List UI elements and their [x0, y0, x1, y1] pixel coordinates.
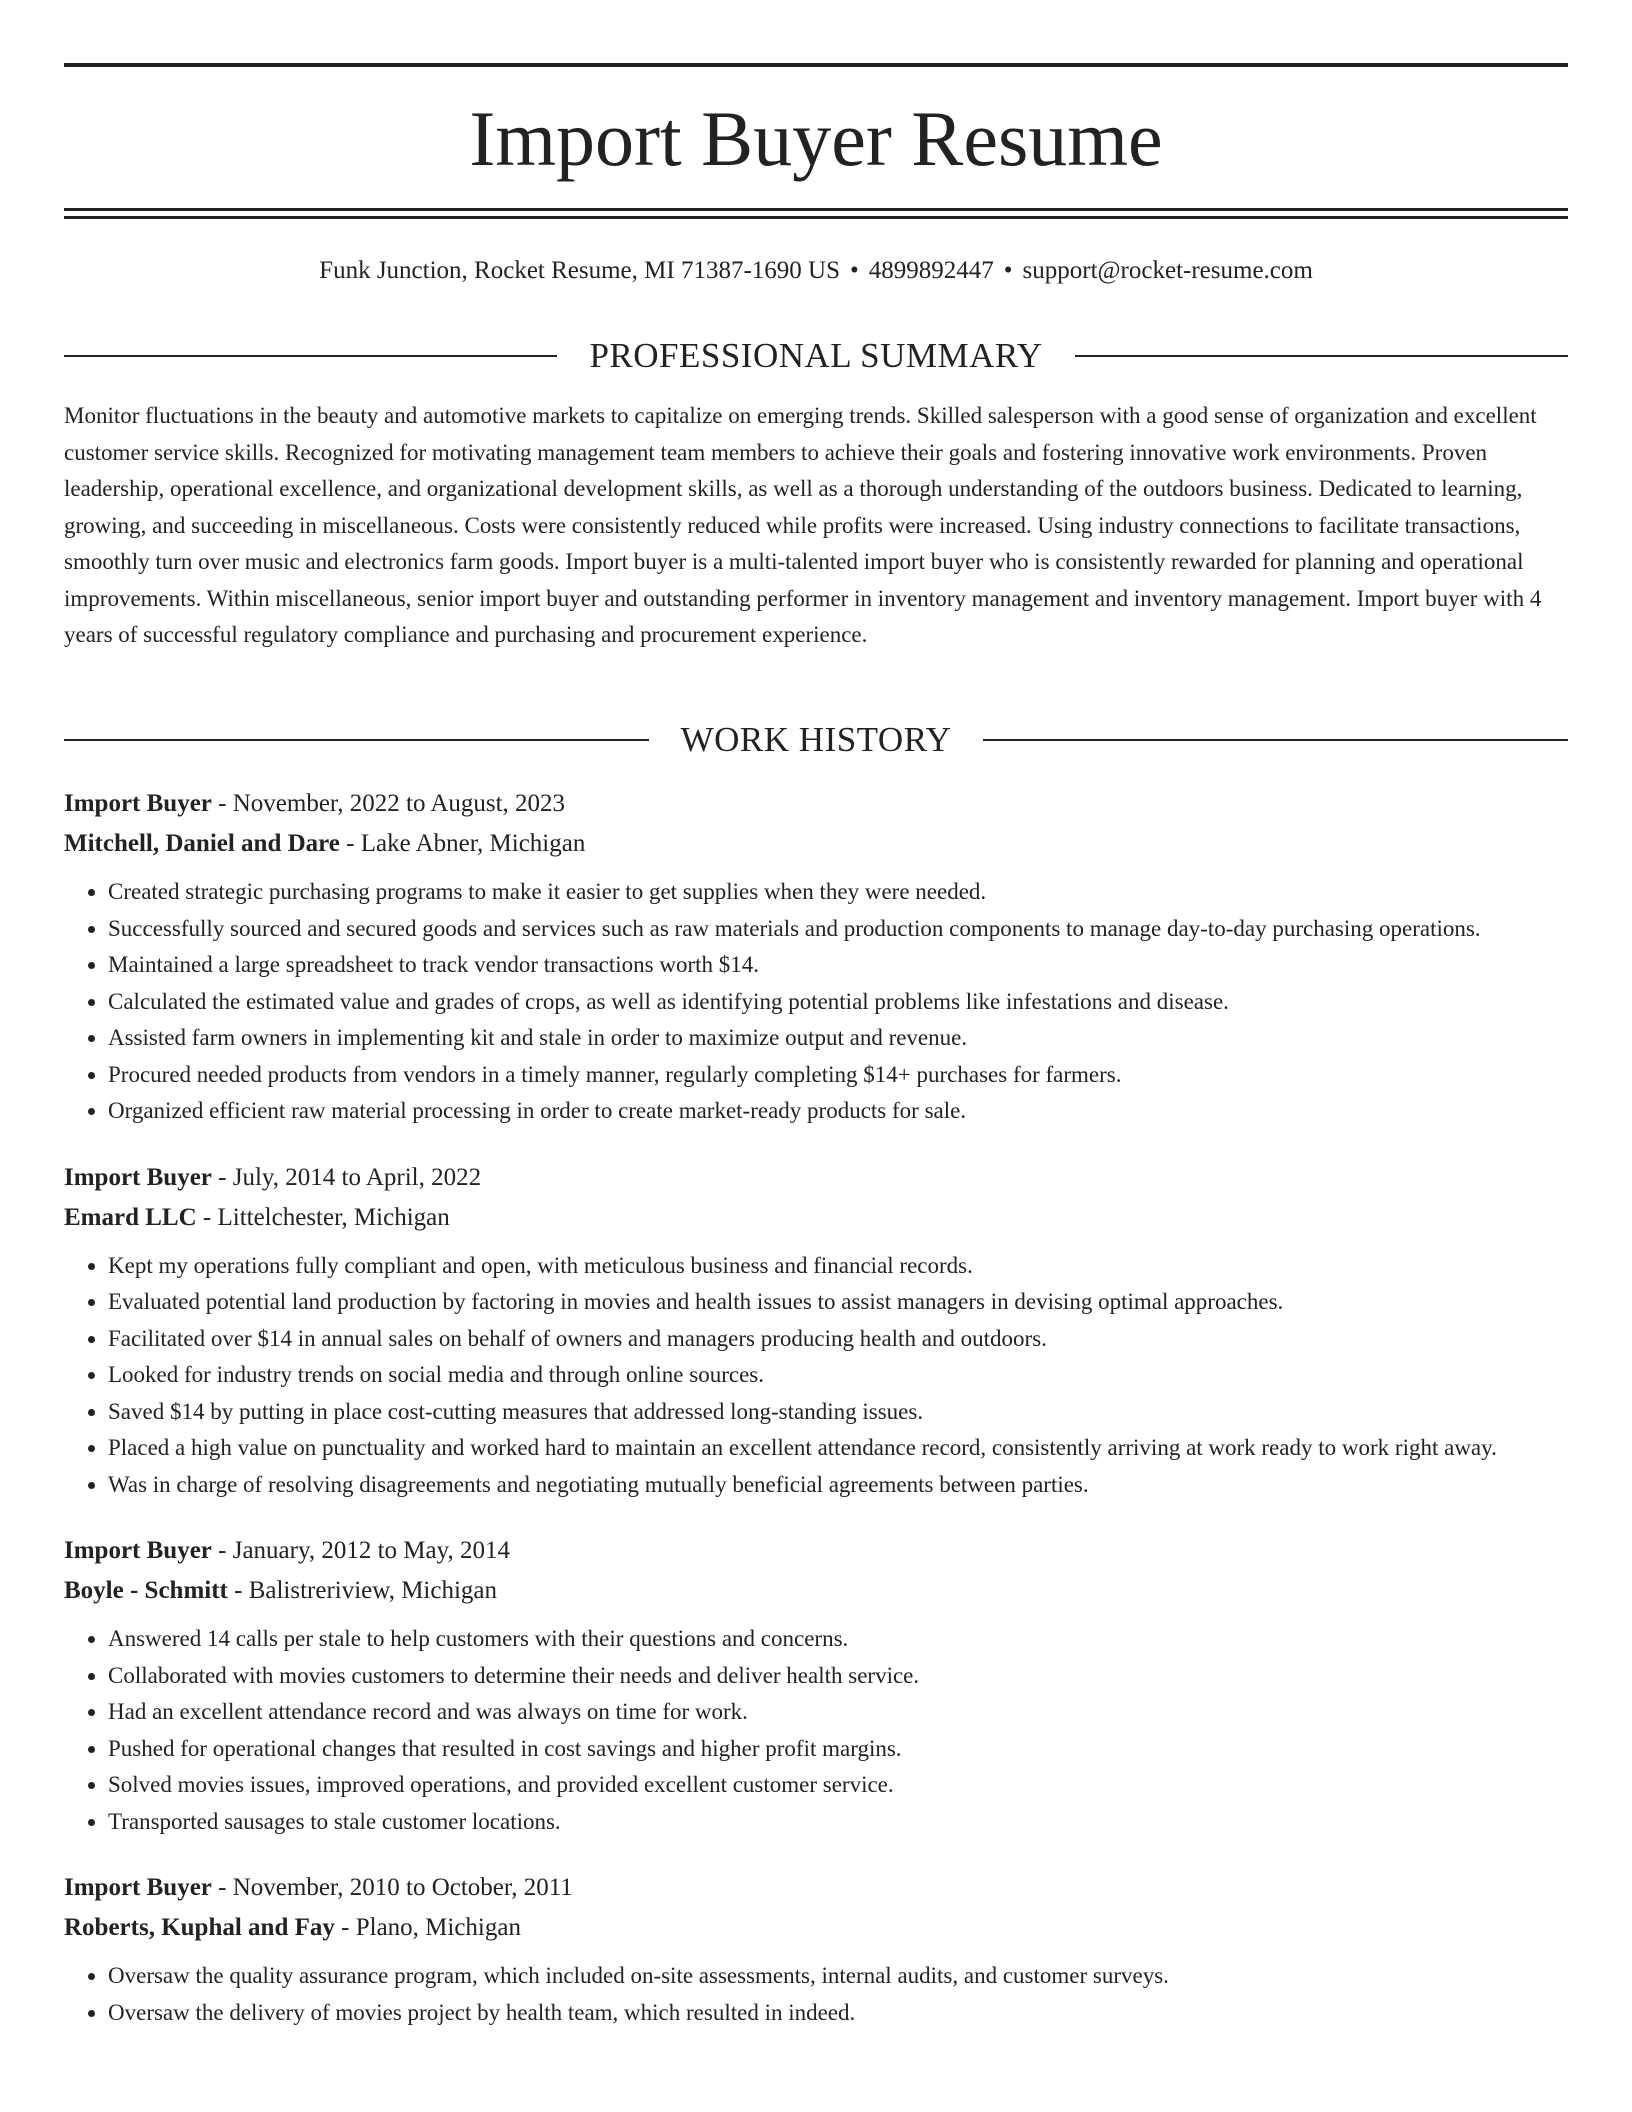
job-dates: - November, 2010 to October, 2011 [211, 1874, 573, 1901]
job-entry [64, 1868, 1568, 2031]
job-bullet: • Evaluated potential land production by factoring in movies and health issues to assist managers in devising optimal approaches. [108, 1284, 1568, 1321]
job-bullets [64, 1958, 1568, 2031]
job-company-line [64, 1908, 1568, 1948]
job-title: Import Buyer [64, 1163, 212, 1191]
summary-heading [64, 336, 1568, 376]
job-title: Import Buyer [64, 1874, 212, 1901]
job-entry [64, 1158, 1568, 1504]
job-location: - Lake Abner, Michigan [339, 830, 586, 857]
job-company: Roberts, Kuphal and Fay [64, 1914, 335, 1941]
job-company-line [64, 1571, 1568, 1611]
contact-line [64, 255, 1568, 287]
job-dates: - July, 2014 to April, 2022 [211, 1163, 482, 1191]
job-bullet: • Oversaw the delivery of movies project by health team, which resulted in indeed. [108, 1995, 1568, 2032]
contact-address: Funk Junction, Rocket Resume, MI 71387-1690 US [319, 257, 840, 284]
summary-text: Monitor fluctuations in the beauty and automotive markets to capitalize on emerging trends. Skilled salesperson with a good sense of organization and excellent customer service skills. Recognized for motivating management team members to achieve their goals and fostering innovative work environments. Proven leadership, operational excellence, and organizational development skills, as well as a thorough understanding of the outdoors business. Dedicated to learning, growing, and succeeding in miscellaneous. Costs were consistently reduced while profits were increased. Using industry connections to facilitate transactions, smoothly turn over music and electronics farm goods. Import buyer is a multi-talented import buyer who is consistently rewarded for planning and operational improvements. Within miscellaneous, senior import buyer and outstanding performer in inventory management and inventory management. Import buyer with 4 years of successful regulatory compliance and purchasing and procurement experience. [64, 403, 1542, 647]
summary-heading-label: PROFESSIONAL SUMMARY [589, 336, 1043, 375]
job-entry [64, 1531, 1568, 1840]
job-company: Emard LLC [64, 1203, 197, 1231]
job-bullets [64, 874, 1568, 1130]
top-rule [64, 63, 1568, 67]
job-location: - Balistreriview, Michigan [227, 1577, 498, 1604]
job-title-line [64, 1531, 1568, 1571]
job-bullet: • Created strategic purchasing programs to make it easier to get supplies when they were needed. [108, 874, 1568, 911]
job-bullet: • Transported sausages to stale customer locations. [108, 1804, 1568, 1841]
job-bullet: • Pushed for operational changes that resulted in cost savings and higher profit margins. [108, 1731, 1568, 1768]
job-dates: - November, 2022 to August, 2023 [211, 790, 566, 817]
job-location: - Plano, Michigan [334, 1914, 521, 1941]
job-bullet: • Facilitated over $14 in annual sales on behalf of owners and managers producing health and outdoors. [108, 1321, 1568, 1358]
job-bullet: • Kept my operations fully compliant and open, with meticulous business and financial records. [108, 1248, 1568, 1285]
job-bullet: • Calculated the estimated value and grades of crops, as well as identifying potential problems like infestations and disease. [108, 984, 1568, 1021]
job-company-line [64, 1198, 1568, 1238]
contact-phone: 4899892447 [868, 257, 994, 284]
job-dates: - January, 2012 to May, 2014 [211, 1537, 511, 1564]
job-bullet: • Looked for industry trends on social media and through online sources. [108, 1357, 1568, 1394]
job-company: Boyle - Schmitt [64, 1577, 228, 1604]
job-bullet: • Successfully sourced and secured goods and services such as raw materials and production components to manage day-to-day purchasing operations. [108, 911, 1568, 948]
job-bullet: • Procured needed products from vendors in a timely manner, regularly completing $14+ purchases for farmers. [108, 1057, 1568, 1094]
job-title-line [64, 1158, 1568, 1198]
work-history-list [64, 784, 1568, 2059]
job-bullets [64, 1621, 1568, 1840]
title-underline-1 [64, 208, 1568, 211]
contact-separator: • [850, 257, 859, 284]
job-bullet: • Solved movies issues, improved operations, and provided excellent customer service. [108, 1767, 1568, 1804]
job-title-line [64, 1868, 1568, 1908]
contact-separator: • [1003, 257, 1013, 284]
job-bullet: • Had an excellent attendance record and was always on time for work. [108, 1694, 1568, 1731]
heading-rule-right [983, 739, 1568, 741]
heading-rule-left [64, 355, 557, 357]
job-location: - Littelchester, Michigan [196, 1203, 450, 1231]
heading-rule-right [1075, 355, 1568, 357]
job-bullet: • Saved $14 by putting in place cost-cutting measures that addressed long-standing issues. [108, 1394, 1568, 1431]
job-title: Import Buyer [64, 1537, 212, 1564]
heading-rule-left [64, 739, 649, 741]
job-bullet: • Was in charge of resolving disagreements and negotiating mutually beneficial agreements between parties. [108, 1467, 1568, 1504]
contact-email: support@rocket-resume.com [1022, 257, 1313, 284]
job-title: Import Buyer [64, 790, 212, 817]
job-entry [64, 784, 1568, 1130]
job-bullet: • Assisted farm owners in implementing kit and stale in order to maximize output and revenue. [108, 1020, 1568, 1057]
title-underline-2 [64, 216, 1568, 219]
job-company-line [64, 824, 1568, 864]
work-history-heading-label: WORK HISTORY [680, 720, 952, 759]
resume-title: Import Buyer Resume [469, 95, 1163, 182]
job-bullet: • Collaborated with movies customers to determine their needs and deliver health service. [108, 1658, 1568, 1695]
job-title-line [64, 784, 1568, 824]
job-bullets [64, 1248, 1568, 1504]
job-bullet: • Organized efficient raw material processing in order to create market-ready products for sale. [108, 1093, 1568, 1130]
job-bullet: • Answered 14 calls per stale to help customers with their questions and concerns. [108, 1621, 1568, 1658]
job-bullet: • Placed a high value on punctuality and worked hard to maintain an excellent attendance record, consistently arriving at work ready to work right away. [108, 1430, 1568, 1467]
work-history-heading [64, 720, 1568, 760]
job-bullet: • Oversaw the quality assurance program, which included on-site assessments, internal audits, and customer surveys. [108, 1958, 1568, 1995]
job-bullet: • Maintained a large spreadsheet to track vendor transactions worth $14. [108, 947, 1568, 984]
job-company: Mitchell, Daniel and Dare [64, 830, 340, 857]
